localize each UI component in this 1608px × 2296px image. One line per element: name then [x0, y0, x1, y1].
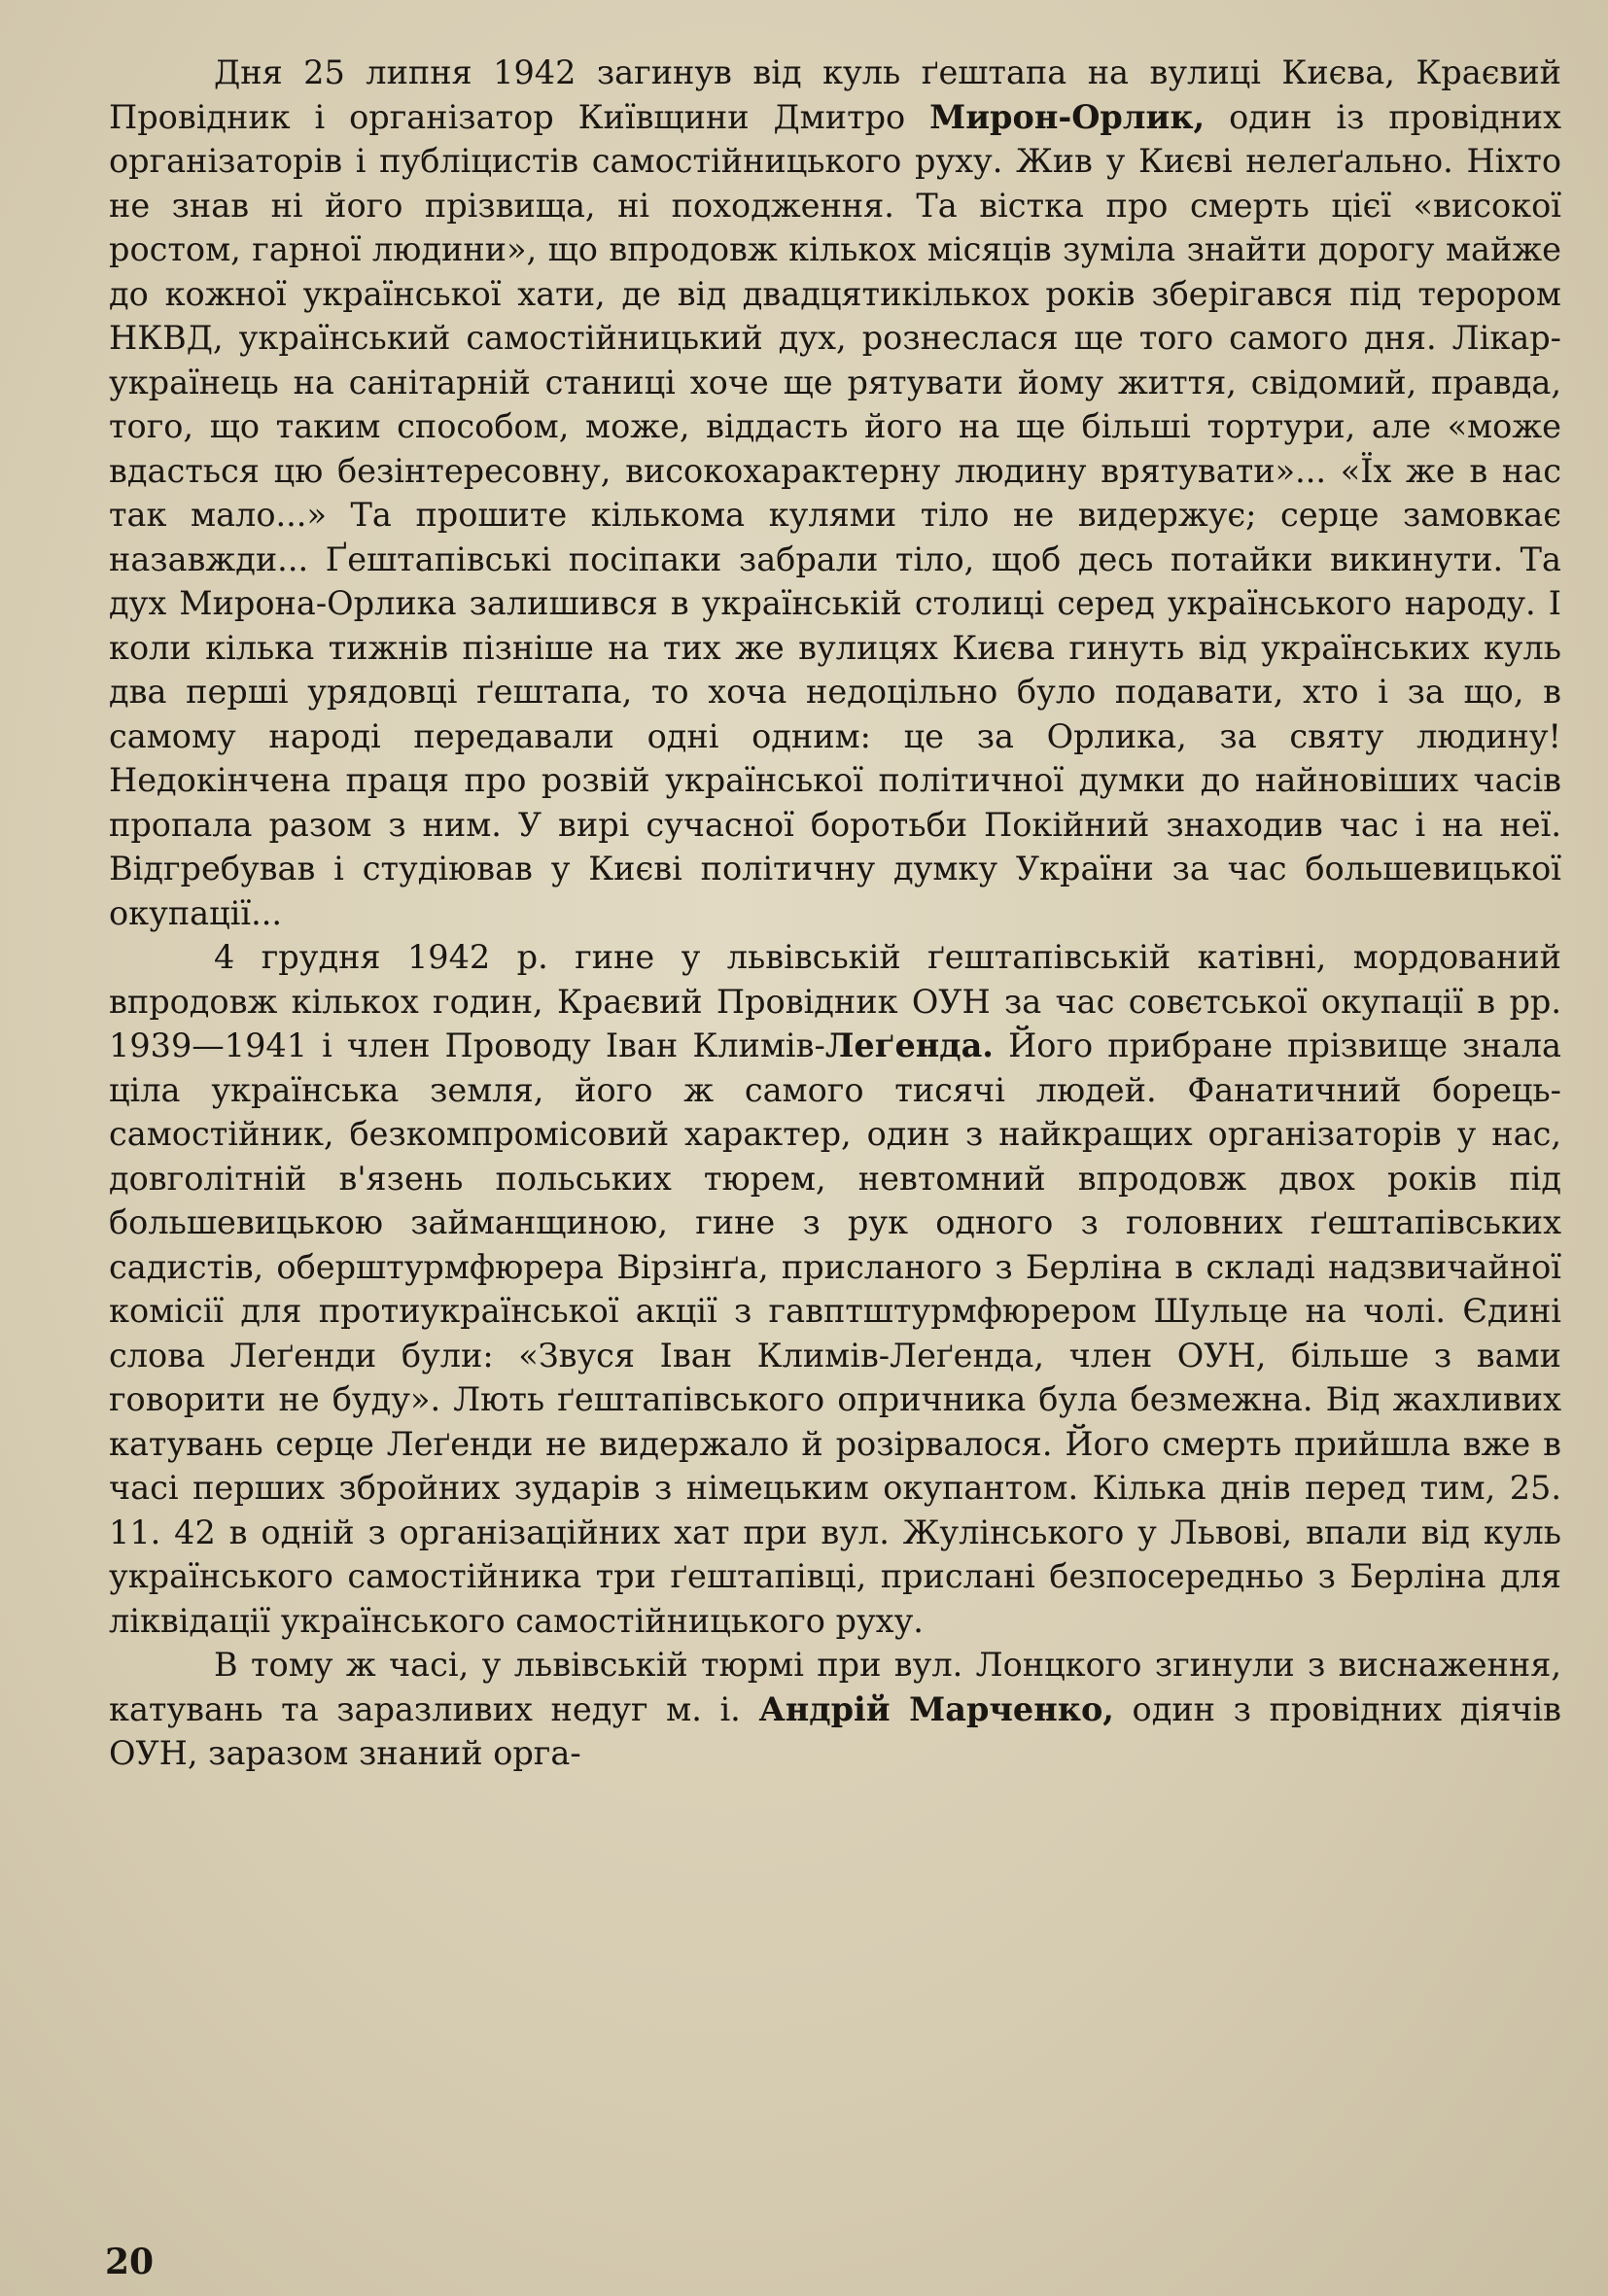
paragraph	[109, 1643, 1561, 1776]
name-highlight: Леґенда.	[824, 1026, 994, 1064]
text-run: Дня 25 липня 1942 загинув від куль ґештапа на вулиці Києва, Краєвий Провідник і організатор Київщини Дмитро	[109, 53, 1561, 136]
name-highlight: Андрій Марченко,	[758, 1689, 1114, 1728]
text-run: Його прибране прізвище знала ціла українська земля, його ж самого тисячі людей. Фанатичний борець-самостійник, безкомпромісовий характер, один з найкращих організаторів у нас, довголітній в'язень польських тюрем, невтомний впродовж двох років під большевицькою займанщиною, гине з рук одного з головних ґештапівських садистів, оберштурмфюрера Вірзінґа, присланого з Берліна в складі надзвичайної комісії для протиукраїнської акції з гавптштурмфюрером Шульце на чолі. Єдині слова Леґенди були: «Звуся Іван Климів-Леґенда, член ОУН, більше з вами говорити не буду». Лють ґештапівського опричника була безмежна. Від жахливих катувань серце Леґенди не видержало й розірвалося. Його смерть прийшла вже в часі перших збройних зударів з німецьким окупантом. Кілька днів перед тим, 25. 11. 42 в одній з організаційних хат при вул. Жулінського у Львові, впали від куль українського самостійника три ґештапівці, прислані безпосередньо з Берліна для ліквідації українського самостійницького руху.	[109, 1026, 1562, 1640]
text-run: один з провідних діячів ОУН, заразом знаний орга-	[109, 1689, 1561, 1772]
page-number: 20	[105, 2242, 155, 2282]
text-run: один із провідних організаторів і публіцистів самостійницького руху. Жив у Києві нелеґально. Ніхто не знав ні його прізвища, ні походження. Та вістка про смерть цієї «високої ростом, гарної людини», що впродовж кількох місяців зуміла знайти дорогу майже до кожної української хати, де від двадцятикількох років зберігався під терором НКВД, український самостійницький дух, рознеслася ще того самого дня. Лікар-українець на санітарній станиці хоче ще рятувати йому життя, свідомий, правда, того, що таким способом, може, віддасть його на ще більші тортури, але «може вдасться цю безінтересовну, високохарактерну людину врятувати»... «Їх же в нас так мало...» Та прошите кількома кулями тіло не видержує; серце замовкає назавжди... Ґештапівські посіпаки забрали тіло, щоб десь потайки викинути. Та дух Мирона-Орлика залишився в українській столиці серед українського народу. І коли кілька тижнів пізніше на тих же вулицях Києва гинуть від українських куль два перші урядовці ґештапа, то хоча недоцільно було подавати, хто і за що, в самому народі передавали одні одним: це за Орлика, за святу людину! Недокінчена праця про розвій української політичної думки до найновіших часів пропала разом з ним. У вирі сучасної боротьби Покійний знаходив час і на неї. Відгребував і студіював у Києві політичну думку України за час большевицької окупації...	[109, 97, 1562, 932]
paragraph	[109, 51, 1561, 935]
text-run: 4 грудня 1942 р. гине у львівській ґештапівській катівні, мордований впродовж кількох годин, Краєвий Провідник ОУН за час совєтської окупації в рр. 1939—1941 і член Проводу Іван Климів-	[109, 938, 1561, 1064]
paragraph	[109, 935, 1561, 1643]
body-text	[109, 51, 1561, 1776]
name-highlight: Мирон-Орлик,	[929, 97, 1206, 136]
text-run: В тому ж часі, у львівській тюрмі при вул. Лонцкого згинули з виснаження, катувань та заразливих недуг м. і.	[109, 1646, 1561, 1728]
